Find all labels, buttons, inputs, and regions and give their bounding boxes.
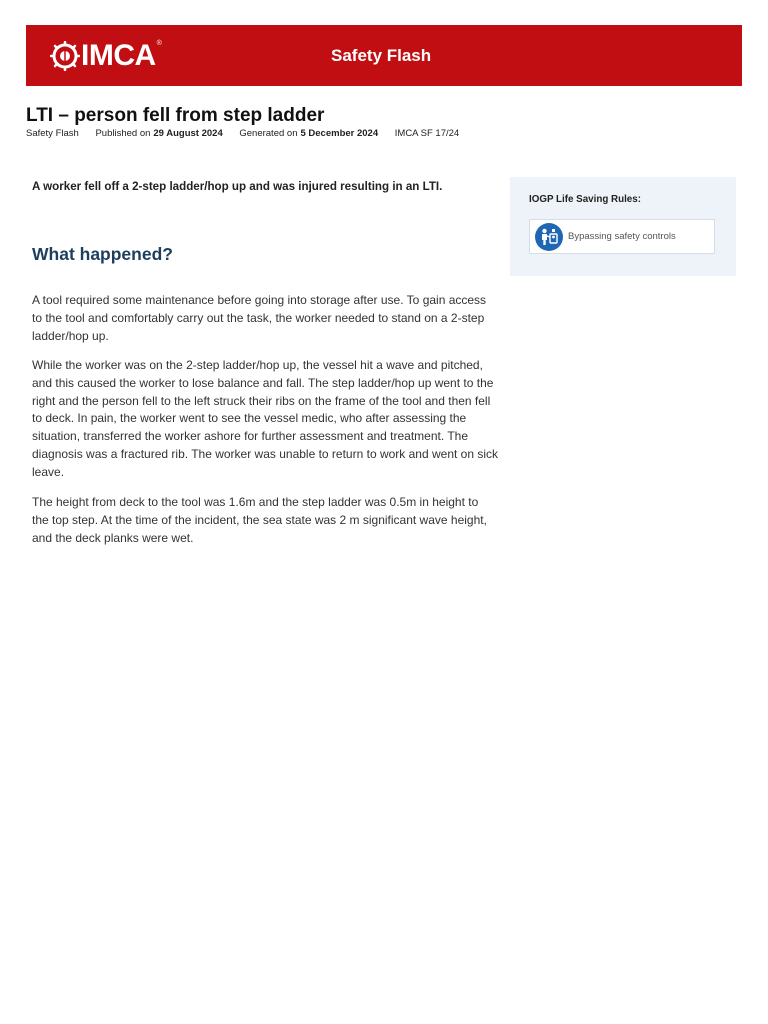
- rule-label: Bypassing safety controls: [568, 231, 676, 242]
- logo-wordmark: IMCA: [81, 39, 156, 72]
- header-banner: [26, 25, 742, 86]
- registered-mark: ®: [156, 40, 162, 47]
- meta-generated-date: 5 December 2024: [300, 128, 379, 139]
- page-title: LTI – person fell from step ladder: [26, 105, 325, 126]
- body-paragraph: While the worker was on the 2-step ladder/hop up, the vessel hit a wave and pitched, and this caused the worker to lose balance and fall. The step ladder/hop up went to the right and the person fell to the left struck their ribs on the frame of the tool and then fell to deck. In pain, the worker went to see the vessel medic, who after assessing the situation, transferred the worker ashore for further assessment and treatment. The diagnosis was a fractured rib. The worker was unable to return to work and went on sick leave.: [32, 358, 499, 479]
- lead-summary: A worker fell off a 2-step ladder/hop up and was injured resulting in an LTI.: [32, 180, 443, 193]
- meta-reference: IMCA SF 17/24: [394, 128, 460, 139]
- section-heading-what-happened: What happened?: [32, 244, 173, 264]
- meta-generated: [239, 128, 378, 139]
- document-meta: [26, 128, 473, 139]
- bypassing-safety-controls-icon: [535, 223, 563, 251]
- meta-generated-prefix: Generated on: [239, 128, 298, 139]
- rule-card-bypassing-safety-controls[interactable]: [529, 219, 715, 254]
- meta-published-prefix: Published on: [95, 128, 151, 139]
- imca-globe-icon: [50, 41, 80, 71]
- sidebar-title: IOGP Life Saving Rules:: [529, 194, 641, 205]
- life-saving-rules-panel: [510, 177, 736, 276]
- body-paragraph: The height from deck to the tool was 1.6m and the step ladder was 0.5m in height to the top step. At the time of the incident, the sea state was 2 m significant wave height, and the deck planks were wet.: [32, 495, 487, 545]
- meta-published-date: 29 August 2024: [153, 128, 223, 139]
- banner-title: Safety Flash: [331, 46, 432, 65]
- meta-type: Safety Flash: [26, 128, 79, 139]
- body-paragraph: A tool required some maintenance before going into storage after use. To gain access to the tool and comfortably carry out the task, the worker needed to stand on a 2-step ladder/hop up.: [32, 293, 487, 343]
- meta-published: [95, 128, 222, 139]
- imca-logo[interactable]: [50, 36, 162, 76]
